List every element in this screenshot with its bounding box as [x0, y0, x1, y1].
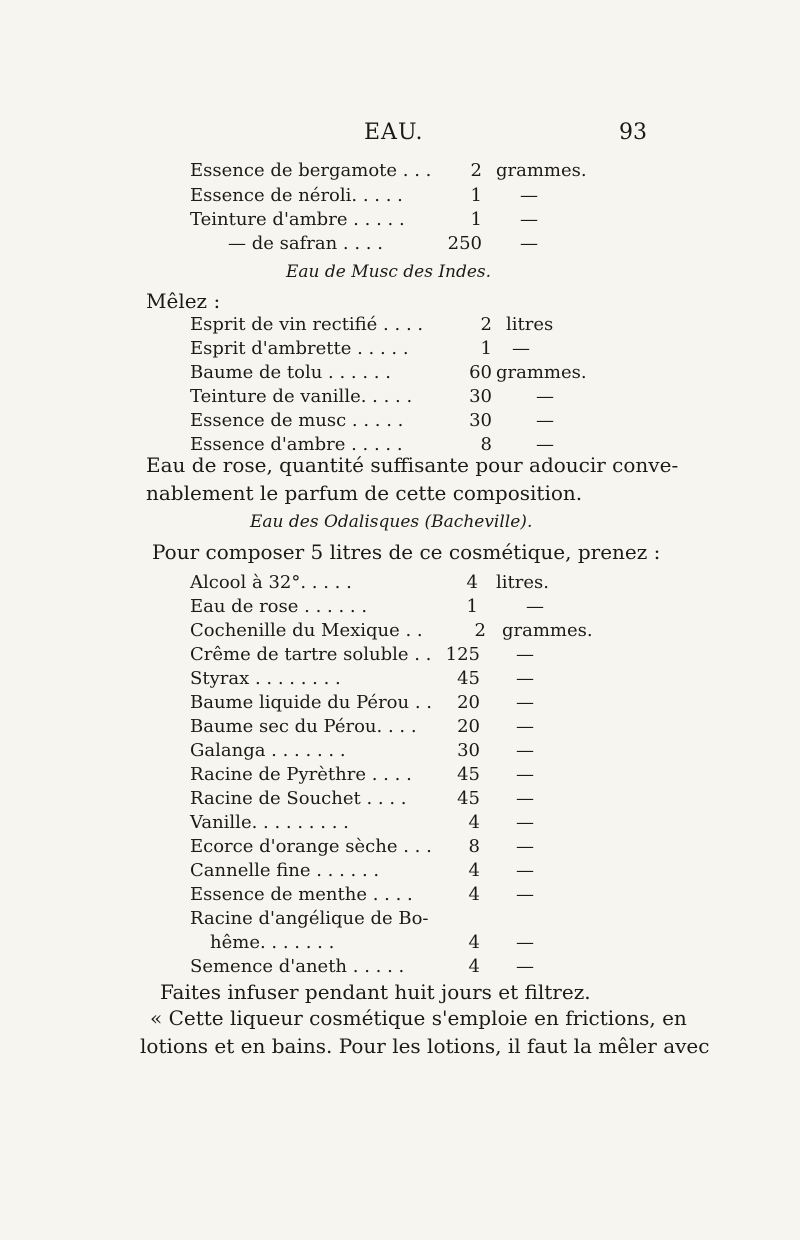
ingredient-name: hême. . . . . . . — [210, 932, 335, 953]
ingredient-name: Ecorce d'orange sèche . . . — [190, 836, 432, 857]
ingredient-name: Styrax . . . . . . . . — [190, 668, 341, 689]
ingredient-qty: 30 — [469, 410, 492, 431]
ingredient-unit: — — [516, 812, 534, 833]
ingredient-unit: — — [512, 338, 530, 359]
ingredient-qty: 20 — [457, 716, 480, 737]
running-title: EAU. — [364, 120, 424, 145]
ingredient-unit: — — [516, 692, 534, 713]
ingredient-name: Racine de Pyrèthre . . . . — [190, 764, 412, 785]
ingredient-name: Crême de tartre soluble . . — [190, 644, 432, 665]
ingredient-qty: 60 — [469, 362, 492, 383]
ingredient-qty: 30 — [457, 740, 480, 761]
paragraph — [160, 978, 650, 1006]
ingredient-name: Vanille. . . . . . . . . — [190, 812, 349, 833]
paragraph-line: Pour composer 5 litres de ce cosmétique, prenez : — [152, 540, 661, 564]
ingredient-qty: 4 — [468, 884, 480, 905]
ingredient-unit: — — [516, 860, 534, 881]
ingredient-unit: — — [516, 716, 534, 737]
ingredient-qty: 45 — [457, 668, 480, 689]
section-intro — [152, 538, 661, 566]
ingredient-qty: 1 — [480, 338, 492, 359]
ingredient-name: Essence de bergamote . . . — [190, 160, 432, 181]
ingredient-name: Essence de menthe . . . . — [190, 884, 413, 905]
ingredient-qty: 4 — [468, 932, 480, 953]
ingredient-unit: — — [516, 740, 534, 761]
ingredient-unit: litres. — [496, 572, 549, 593]
ingredient-unit: — — [516, 644, 534, 665]
section-title: Eau de Musc des Indes. — [286, 262, 492, 282]
ingredient-unit: — — [516, 668, 534, 689]
ingredient-qty: 4 — [468, 812, 480, 833]
ingredient-qty: 250 — [447, 233, 482, 254]
ingredient-name: Cochenille du Mexique . . — [190, 620, 423, 641]
ingredient-name: Baume de tolu . . . . . . — [190, 362, 391, 383]
paragraph-line: lotions et en bains. Pour les lotions, il faut la mêler avec — [140, 1034, 710, 1058]
ingredient-name: Essence de néroli. . . . . — [190, 185, 403, 206]
ingredient-name: Semence d'aneth . . . . . — [190, 956, 405, 977]
ingredient-qty: 2 — [480, 314, 492, 335]
ingredient-qty: 4 — [468, 956, 480, 977]
ingredient-name: Baume liquide du Pérou . . — [190, 692, 432, 713]
ingredient-qty: 4 — [468, 860, 480, 881]
ingredient-qty: 45 — [457, 788, 480, 809]
ingredient-qty: 45 — [457, 764, 480, 785]
ingredient-unit: grammes. — [502, 620, 593, 641]
ingredient-qty: 1 — [470, 185, 482, 206]
ingredient-unit: — — [536, 410, 554, 431]
ingredient-unit: — — [536, 386, 554, 407]
section-intro: Mêlez : — [146, 289, 221, 313]
ingredient-unit: — — [516, 788, 534, 809]
ingredient-name: Racine d'angélique de Bo- — [190, 908, 429, 929]
ingredient-name: Eau de rose . . . . . . — [190, 596, 368, 617]
ingredient-qty: 8 — [480, 434, 492, 455]
ingredient-name: Galanga . . . . . . . — [190, 740, 346, 761]
ingredient-unit: — — [516, 932, 534, 953]
ingredient-name: Racine de Souchet . . . . — [190, 788, 407, 809]
ingredient-name: Essence de musc . . . . . — [190, 410, 404, 431]
ingredient-name: — de safran . . . . — [228, 233, 383, 254]
paragraph-line: nablement le parfum de cette composition. — [146, 481, 583, 505]
page-number: 93 — [619, 120, 647, 145]
ingredient-unit: litres — [506, 314, 554, 335]
ingredient-qty: 1 — [470, 209, 482, 230]
ingredient-qty: 30 — [469, 386, 492, 407]
ingredient-name: Esprit de vin rectifié . . . . — [190, 314, 424, 335]
ingredient-qty: 125 — [445, 644, 480, 665]
paragraph-line: Faites infuser pendant huit jours et filtrez. — [160, 980, 591, 1004]
ingredient-unit: — — [536, 434, 554, 455]
paragraph — [146, 451, 679, 507]
ingredient-qty: 8 — [468, 836, 480, 857]
ingredient-unit: — — [516, 836, 534, 857]
ingredient-name: Cannelle fine . . . . . . — [190, 860, 380, 881]
running-head — [0, 120, 800, 150]
ingredient-unit: — — [520, 233, 538, 254]
ingredient-unit: grammes. — [496, 362, 587, 383]
paragraph-line: Eau de rose, quantité suffisante pour adoucir conve- — [146, 453, 679, 477]
ingredient-name: Essence d'ambre . . . . . — [190, 434, 403, 455]
ingredient-qty: 1 — [466, 596, 478, 617]
ingredient-name: Baume sec du Pérou. . . . — [190, 716, 417, 737]
ingredient-unit: — — [516, 956, 534, 977]
ingredient-qty: 4 — [466, 572, 478, 593]
ingredient-name: Teinture de vanille. . . . . — [190, 386, 413, 407]
ingredient-qty: 2 — [470, 160, 482, 181]
ingredient-name: Alcool à 32°. . . . . — [190, 572, 352, 593]
paragraph-line: « Cette liqueur cosmétique s'emploie en frictions, en — [150, 1006, 687, 1030]
ingredient-name: Esprit d'ambrette . . . . . — [190, 338, 409, 359]
ingredient-unit: — — [526, 596, 544, 617]
ingredient-name: Teinture d'ambre . . . . . — [190, 209, 405, 230]
ingredient-unit: — — [516, 884, 534, 905]
ingredient-unit: — — [520, 209, 538, 230]
paragraph — [140, 1004, 710, 1060]
ingredient-qty: 2 — [474, 620, 486, 641]
ingredient-unit: — — [520, 185, 538, 206]
ingredient-unit: grammes. — [496, 160, 587, 181]
ingredient-unit: — — [516, 764, 534, 785]
ingredient-qty: 20 — [457, 692, 480, 713]
section-title: Eau des Odalisques (Bacheville). — [250, 512, 533, 532]
